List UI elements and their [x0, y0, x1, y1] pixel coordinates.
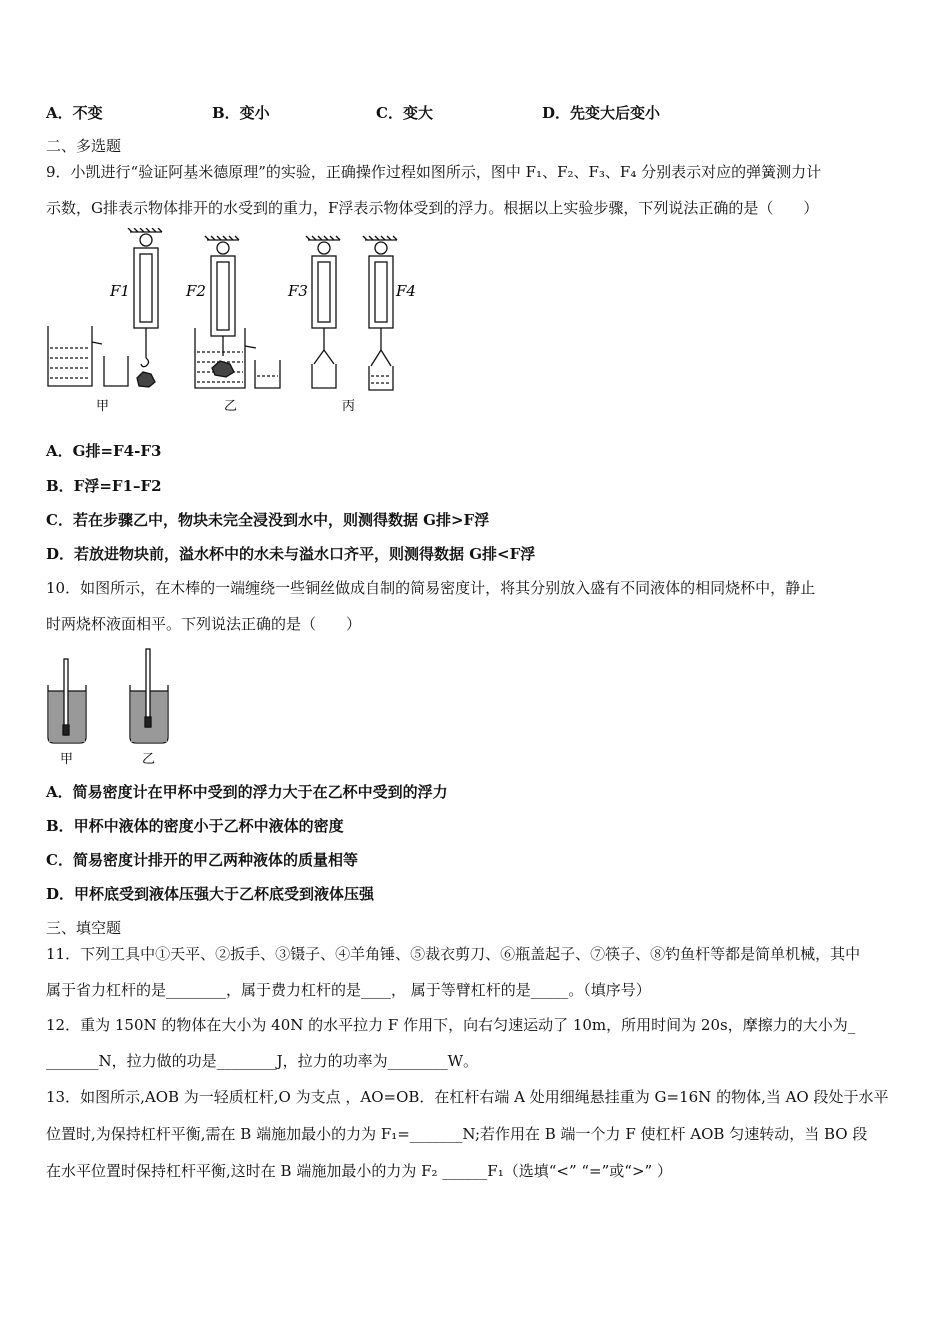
section2-title: 二、多选题: [46, 137, 122, 155]
caption-yi-2: 乙: [142, 752, 156, 767]
q8-option-a: A．不变: [46, 104, 103, 122]
q11-stem-line1: 11．下列工具中①天平、②扳手、③镊子、④羊角锤、⑤裁衣剪刀、⑥瓶盖起子、⑦筷子、⑧钓鱼杆等都是简单机械，其中: [46, 945, 861, 963]
q9-option-d: D．若放进物块前，溢水杯中的水未与溢水口齐平，则测得数据 G排<F浮: [46, 545, 536, 563]
section3-title: 三、填空题: [46, 919, 122, 937]
q9-figure: [40, 228, 420, 418]
rock-2: [212, 361, 234, 377]
q8-option-d: D．先变大后变小: [542, 104, 661, 122]
label-f2: F2: [186, 282, 206, 300]
q13-stem-line3: 在水平位置时保持杠杆平衡,这时在 B 端施加最小的力为 F₂ ______F₁（选填“<” “=”或“>” ）: [46, 1162, 672, 1180]
small-beaker-2: [255, 360, 280, 388]
spring-scale-4: [363, 236, 397, 366]
q13-stem-line2: 位置时,为保持杠杆平衡,需在 B 端施加最小的力为 F₁=_______N;若作用在 B 端一个力 F 使杠杆 AOB 匀速转动，当 BO 段: [46, 1125, 868, 1143]
q11-stem-line2: 属于省力杠杆的是________，属于费力杠杆的是____， 属于等臂杠杆的是_____。（填序号）: [46, 981, 651, 999]
overflow-cup-1: [48, 326, 92, 386]
caption-jia-2: 甲: [60, 752, 74, 767]
q9-stem-line1: 9．小凯进行“验证阿基米德原理”的实验，正确操作过程如图所示，图中 F₁、F₂、F₃、F₄ 分别表示对应的弹簧测力计: [46, 163, 822, 181]
spring-scale-1: [128, 228, 162, 367]
q10-stem-line2: 时两烧杯液面相平。下列说法正确的是（ ）: [46, 615, 362, 633]
beaker-with-water: [369, 366, 393, 390]
small-beaker-1: [104, 356, 128, 386]
caption-jia: 甲: [96, 399, 110, 414]
label-f4: F4: [396, 282, 416, 300]
caption-yi: 乙: [224, 399, 238, 414]
q10-option-d: D．甲杯底受到液体压强大于乙杯底受到液体压强: [46, 885, 375, 903]
q9-stem-line2: 示数，G排表示物体排开的水受到的重力，F浮表示物体受到的浮力。根据以上实验步骤，下列说法正确的是（ ）: [46, 199, 819, 217]
q13-stem-line1: 13．如图所示,AOB 为一轻质杠杆,O 为支点 ，AO=OB．在杠杆右端 A 处用细绳悬挂重为 G=16N 的物体,当 AO 段处于水平: [46, 1088, 889, 1106]
q12-stem-line1: 12．重为 150N 的物体在大小为 40N 的水平拉力 F 作用下，向右匀速运动了 10m，所用时间为 20s，摩擦力的大小为_: [46, 1016, 856, 1034]
beaker-empty: [312, 364, 336, 388]
spring-scale-3: [306, 236, 340, 364]
q9-option-b: B．F浮=F1–F2: [46, 477, 162, 495]
q10-option-b: B．甲杯中液体的密度小于乙杯中液体的密度: [46, 817, 344, 835]
caption-bing: 丙: [342, 399, 356, 414]
q9-option-a: A．G排=F4-F3: [46, 442, 162, 460]
q8-option-c: C．变大: [376, 104, 433, 122]
q8-option-b: B．变小: [212, 104, 270, 122]
label-f1: F1: [110, 282, 130, 300]
q10-option-c: C．简易密度计排开的甲乙两种液体的质量相等: [46, 851, 358, 869]
rock-1: [137, 372, 155, 387]
q10-stem-line1: 10．如图所示，在木棒的一端缠绕一些铜丝做成自制的简易密度计，将其分别放入盛有不同液体的相同烧杯中，静止: [46, 579, 816, 597]
densimeter-yi: [146, 649, 150, 727]
overflow-cup-2: [195, 328, 245, 388]
q9-option-c: C．若在步骤乙中，物块未完全浸没到水中，则测得数据 G排>F浮: [46, 511, 490, 529]
densimeter-jia: [64, 659, 68, 735]
q10-option-a: A．简易密度计在甲杯中受到的浮力大于在乙杯中受到的浮力: [46, 783, 448, 801]
label-f3: F3: [288, 282, 308, 300]
q12-stem-line2: _______N，拉力做的功是________J，拉力的功率为________W。: [46, 1052, 479, 1070]
q10-figure: [42, 645, 182, 770]
spring-scale-2: [205, 236, 239, 356]
